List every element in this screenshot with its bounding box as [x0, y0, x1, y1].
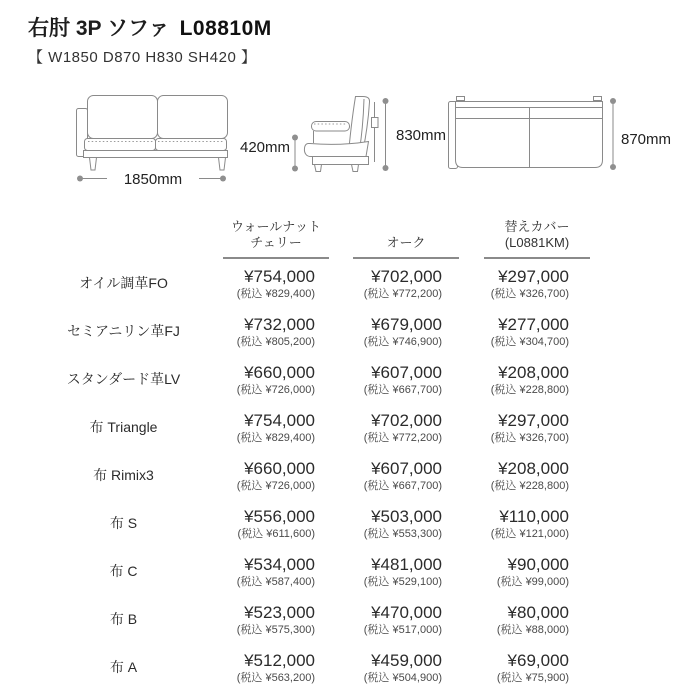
price-walnut-cherry — [212, 451, 340, 499]
column-header-walnut-cherry — [212, 205, 340, 259]
price-tax-included: (税込 ¥667,700) — [363, 384, 442, 396]
price-main: ¥679,000 — [371, 315, 442, 334]
seat-cushion-shape — [304, 142, 368, 157]
price-tax-included: (税込 ¥746,900) — [363, 336, 442, 348]
price-tax-included: (税込 ¥553,300) — [363, 528, 442, 540]
price-main: ¥503,000 — [371, 507, 442, 526]
price-main: ¥90,000 — [507, 555, 569, 574]
price-tax-included: (税込 ¥517,000) — [363, 624, 442, 636]
price-walnut-cherry — [212, 595, 340, 643]
price-tax-included: (税込 ¥326,700) — [490, 432, 569, 444]
price-main: ¥660,000 — [244, 363, 315, 382]
price-oak — [340, 307, 472, 355]
price-oak — [340, 355, 472, 403]
price-oak — [340, 451, 472, 499]
price-replacement-cover — [472, 259, 602, 307]
width-dimension-label: 1850mm — [107, 171, 199, 188]
price-tax-included: (税込 ¥88,000) — [496, 624, 569, 636]
price-main: ¥607,000 — [371, 363, 442, 382]
price-main: ¥702,000 — [371, 411, 442, 430]
seat-height-dimension-label: 420mm — [240, 139, 291, 156]
price-main: ¥512,000 — [244, 651, 315, 670]
price-tax-included: (税込 ¥726,000) — [236, 384, 315, 396]
price-replacement-cover — [472, 403, 602, 451]
material-label: 布 S — [109, 515, 138, 531]
price-main: ¥208,000 — [498, 363, 569, 382]
price-walnut-cherry — [212, 403, 340, 451]
price-tax-included: (税込 ¥587,400) — [236, 576, 315, 588]
price-replacement-cover — [472, 499, 602, 547]
price-tax-included: (税込 ¥75,900) — [496, 672, 569, 684]
material-label: オイル調革FO — [79, 275, 168, 291]
price-replacement-cover — [472, 643, 602, 691]
price-tax-included: (税込 ¥805,200) — [236, 336, 315, 348]
price-oak — [340, 643, 472, 691]
column-header-label: オーク — [386, 235, 426, 250]
price-tax-included: (税込 ¥575,300) — [236, 624, 315, 636]
price-replacement-cover — [472, 547, 602, 595]
price-tax-included: (税込 ¥563,200) — [236, 672, 315, 684]
price-tax-included: (税込 ¥529,100) — [363, 576, 442, 588]
price-walnut-cherry — [212, 547, 340, 595]
price-oak — [340, 259, 472, 307]
price-main: ¥459,000 — [371, 651, 442, 670]
price-oak — [340, 595, 472, 643]
price-main: ¥660,000 — [244, 459, 315, 478]
price-oak — [340, 547, 472, 595]
price-walnut-cherry — [212, 259, 340, 307]
material-label: スタンダード革LV — [66, 371, 181, 387]
price-tax-included: (税込 ¥829,400) — [236, 288, 315, 300]
price-main: ¥732,000 — [244, 315, 315, 334]
column-header-spacer — [35, 205, 212, 259]
price-tax-included: (税込 ¥772,200) — [363, 288, 442, 300]
price-main: ¥754,000 — [244, 267, 315, 286]
price-tax-included: (税込 ¥726,000) — [236, 480, 315, 492]
column-header-label: 替えカバー — [504, 219, 570, 234]
price-tax-included: (税込 ¥504,900) — [363, 672, 442, 684]
column-header-replacement-cover — [472, 205, 602, 259]
price-main: ¥534,000 — [244, 555, 315, 574]
price-main: ¥556,000 — [244, 507, 315, 526]
price-tax-included: (税込 ¥829,400) — [236, 432, 315, 444]
column-header-label: チェリー — [250, 235, 302, 250]
product-name: 右肘 3P ソファ — [28, 17, 170, 40]
price-main: ¥702,000 — [371, 267, 442, 286]
price-main: ¥481,000 — [371, 555, 442, 574]
price-tax-included: (税込 ¥228,800) — [490, 384, 569, 396]
top-view-diagram — [445, 88, 620, 176]
column-header-oak — [340, 205, 472, 259]
column-header-label: (L0881KM) — [504, 235, 570, 250]
price-main: ¥754,000 — [244, 411, 315, 430]
depth-dimension-label: 870mm — [621, 131, 672, 148]
price-main: ¥208,000 — [498, 459, 569, 478]
material-label: セミアニリン革FJ — [67, 323, 180, 339]
price-main: ¥297,000 — [498, 267, 569, 286]
price-replacement-cover — [472, 355, 602, 403]
price-main: ¥69,000 — [507, 651, 569, 670]
price-tax-included: (税込 ¥304,700) — [490, 336, 569, 348]
price-main: ¥297,000 — [498, 411, 569, 430]
price-oak — [340, 403, 472, 451]
price-tax-included: (税込 ¥99,000) — [496, 576, 569, 588]
armrest-shape — [312, 122, 350, 132]
title-block — [28, 16, 272, 67]
price-tax-included: (税込 ¥611,600) — [237, 528, 315, 540]
side-view-diagram — [300, 88, 382, 178]
price-walnut-cherry — [212, 643, 340, 691]
price-replacement-cover — [472, 595, 602, 643]
column-header-label: ウォールナット — [231, 219, 321, 234]
price-walnut-cherry — [212, 355, 340, 403]
material-label: 布 C — [109, 563, 138, 579]
price-main: ¥470,000 — [371, 603, 442, 622]
height-dimension-label: 830mm — [396, 127, 447, 144]
price-tax-included: (税込 ¥772,200) — [363, 432, 442, 444]
price-table — [35, 205, 602, 691]
price-tax-included: (税込 ¥121,000) — [490, 528, 569, 540]
price-main: ¥110,000 — [499, 507, 569, 526]
price-main: ¥607,000 — [371, 459, 442, 478]
model-number: L08810M — [179, 17, 272, 40]
price-replacement-cover — [472, 307, 602, 355]
price-walnut-cherry — [212, 307, 340, 355]
price-main: ¥80,000 — [507, 603, 569, 622]
height-dimension-arrow — [379, 94, 393, 176]
material-label: 布 Triangle — [89, 419, 158, 435]
price-replacement-cover — [472, 451, 602, 499]
page-title — [28, 16, 272, 42]
price-main: ¥523,000 — [244, 603, 315, 622]
material-label: 布 B — [109, 611, 138, 627]
material-label: 布 A — [109, 659, 138, 675]
price-walnut-cherry — [212, 499, 340, 547]
price-main: ¥277,000 — [498, 315, 569, 334]
size-spec: 【 W1850 D870 H830 SH420 】 — [28, 49, 257, 66]
price-oak — [340, 499, 472, 547]
price-tax-included: (税込 ¥326,700) — [490, 288, 569, 300]
material-label: 布 Rimix3 — [93, 467, 154, 483]
price-tax-included: (税込 ¥228,800) — [490, 480, 569, 492]
price-tax-included: (税込 ¥667,700) — [363, 480, 442, 492]
